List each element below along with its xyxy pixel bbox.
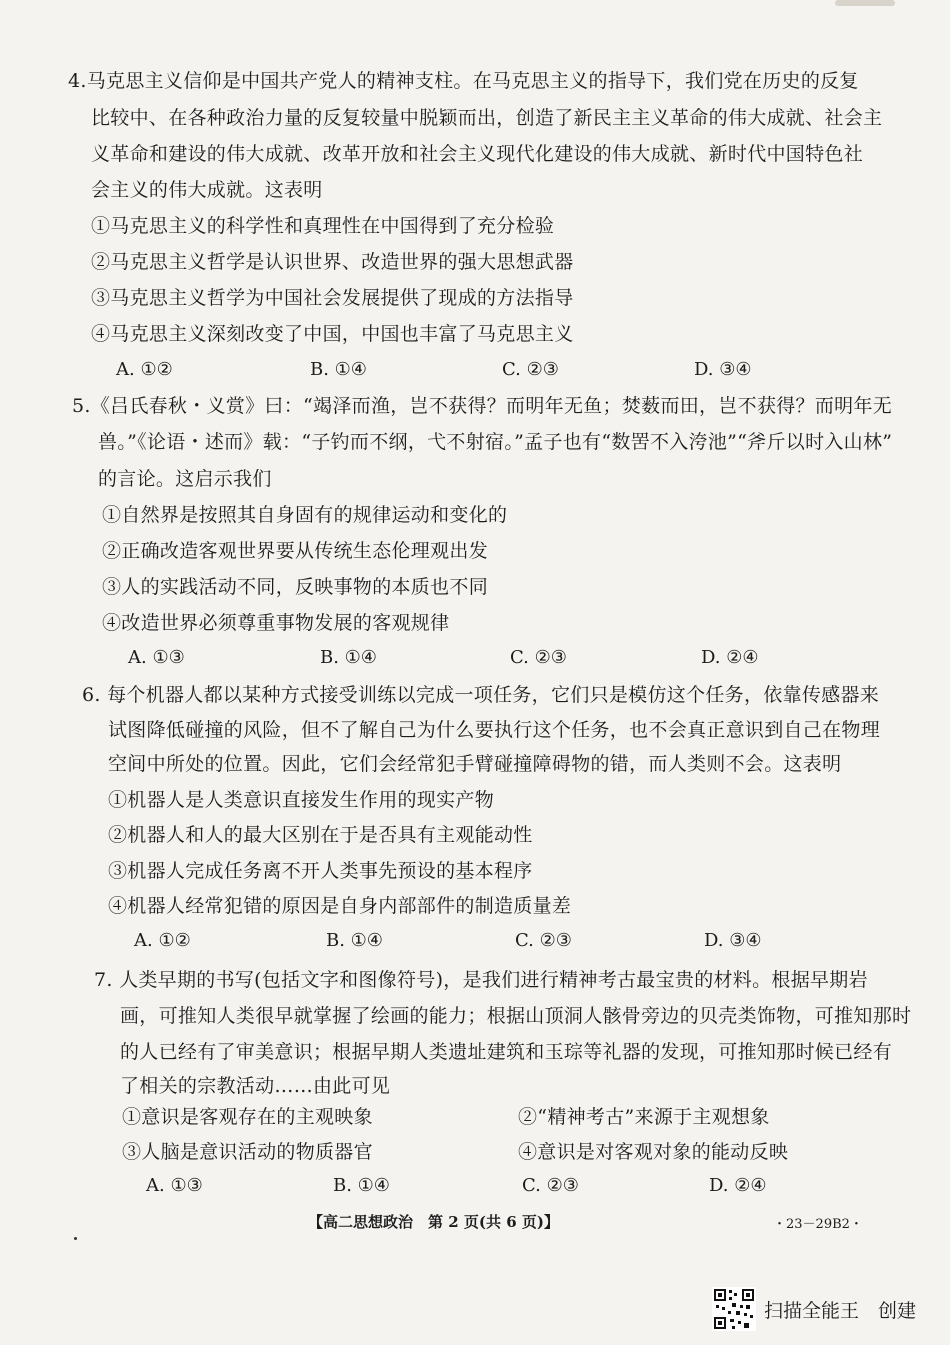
question-7-statement: ①意识是客观存在的主观映象 <box>122 1106 373 1128</box>
question-7-stem-line: 了相关的宗教活动……由此可见 <box>120 1075 391 1097</box>
page-footer-title: 【高二思想政治 第 2 页(共 6 页)】 <box>308 1213 559 1231</box>
option-c: C. ②③ <box>522 1175 579 1196</box>
question-5-stem-line: 的言论。这启示我们 <box>98 468 272 490</box>
question-7-stem-line: 7. 人类早期的书写(包括文字和图像符号)，是我们进行精神考古最宝贵的材料。根据早期岩 <box>94 969 868 991</box>
question-4-statement: ③马克思主义哲学为中国社会发展提供了现成的方法指导 <box>91 287 574 309</box>
question-4-statement: ②马克思主义哲学是认识世界、改造世界的强大思想武器 <box>91 251 574 273</box>
question-7-statement: ③人脑是意识活动的物质器官 <box>122 1141 373 1163</box>
option-b: B. ①④ <box>333 1175 390 1196</box>
option-a: A. ①② <box>134 930 191 951</box>
option-b: B. ①④ <box>320 647 377 668</box>
option-d: D. ③④ <box>694 359 752 380</box>
question-4-statement: ④马克思主义深刻改变了中国，中国也丰富了马克思主义 <box>91 323 574 345</box>
page-footer-code: ・23－29B2・ <box>773 1217 863 1232</box>
option-c: C. ②③ <box>515 930 572 951</box>
scan-smudge <box>835 0 895 6</box>
question-4-stem-line: 会主义的伟大成就。这表明 <box>91 179 323 201</box>
option-c: C. ②③ <box>510 647 567 668</box>
qr-code-icon <box>712 1287 756 1331</box>
scan-dot <box>74 1237 77 1240</box>
question-7-stem-line: 画，可推知人类很早就掌握了绘画的能力；根据山顶洞人骸骨旁边的贝壳类饰物，可推知那时 <box>120 1005 912 1027</box>
question-5-statement: ②正确改造客观世界要从传统生态伦理观出发 <box>102 540 489 562</box>
question-5-stem-line: 5.《吕氏春秋・义赏》曰：“竭泽而渔，岂不获得？而明年无鱼；焚薮而田，岂不获得？而明年无 <box>72 395 893 417</box>
question-7-stem-line: 的人已经有了审美意识；根据早期人类遗址建筑和玉琮等礼器的发现，可推知那时候已经有 <box>120 1041 893 1063</box>
option-d: D. ②④ <box>701 647 759 668</box>
option-d: D. ②④ <box>709 1175 767 1196</box>
option-a: A. ①③ <box>128 647 185 668</box>
option-b: B. ①④ <box>326 930 383 951</box>
question-6-statement: ①机器人是人类意识直接发生作用的现实产物 <box>108 789 495 811</box>
question-6-stem-line: 空间中所处的位置。因此，它们会经常犯手臂碰撞障碍物的错，而人类则不会。这表明 <box>108 753 842 775</box>
question-7-statement: ④意识是对客观对象的能动反映 <box>518 1141 789 1163</box>
option-d: D. ③④ <box>704 930 762 951</box>
question-5-stem-line: 兽。”《论语・述而》载：“子钓而不纲，弋不射宿。”孟子也有“数罟不入洿池”“斧斤以时入山林” <box>98 431 893 453</box>
question-6-stem-line: 试图降低碰撞的风险，但不了解自己为什么要执行这个任务，也不会真正意识到自己在物理 <box>108 719 881 741</box>
option-b: B. ①④ <box>310 359 367 380</box>
question-4-statement: ①马克思主义的科学性和真理性在中国得到了充分检验 <box>91 215 555 237</box>
question-4-stem-line: 义革命和建设的伟大成就、改革开放和社会主义现代化建设的伟大成就、新时代中国特色社 <box>91 143 864 165</box>
question-4-stem-line: 比较中、在各种政治力量的反复较量中脱颖而出，创造了新民主主义革命的伟大成就、社会主 <box>91 107 883 129</box>
question-4-stem-line: 4.马克思主义信仰是中国共产党人的精神支柱。在马克思主义的指导下，我们党在历史的反复 <box>68 70 859 92</box>
option-a: A. ①③ <box>146 1175 203 1196</box>
option-a: A. ①② <box>116 359 173 380</box>
question-6-statement: ④机器人经常犯错的原因是自身内部部件的制造质量差 <box>108 895 572 917</box>
option-c: C. ②③ <box>502 359 559 380</box>
question-5-statement: ③人的实践活动不同，反映事物的本质也不同 <box>102 576 489 598</box>
question-6-statement: ③机器人完成任务离不开人类事先预设的基本程序 <box>108 860 533 882</box>
watermark-text: 扫描全能王 创建 <box>764 1300 917 1322</box>
question-7-statement: ②“精神考古”来源于主观想象 <box>518 1106 770 1128</box>
question-5-statement: ④改造世界必须尊重事物发展的客观规律 <box>102 612 450 634</box>
question-5-statement: ①自然界是按照其自身固有的规律运动和变化的 <box>102 504 508 526</box>
question-6-stem-line: 6. 每个机器人都以某种方式接受训练以完成一项任务，它们只是模仿这个任务，依靠传感器来 <box>82 684 880 706</box>
question-6-statement: ②机器人和人的最大区别在于是否具有主观能动性 <box>108 824 533 846</box>
